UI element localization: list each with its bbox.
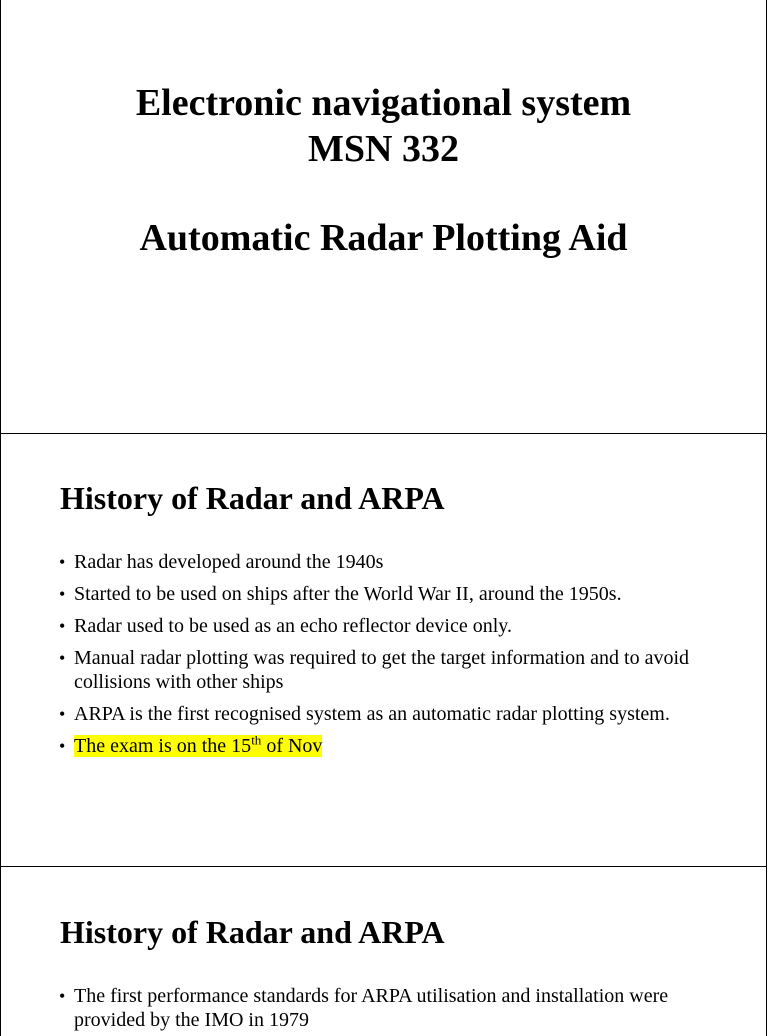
highlighted-text bbox=[74, 732, 323, 757]
slide-1-title-line-1: Electronic navigational system bbox=[135, 82, 632, 124]
slide-2 bbox=[0, 433, 767, 867]
slide-3-bullet-list bbox=[59, 984, 719, 1036]
bullet-item: • The first performance standards for ARPA utilisation and installation were provided by the IMO in 1979 bbox=[59, 984, 719, 1032]
slide-1-title-block bbox=[1, 80, 766, 261]
slide-2-heading: History of Radar and ARPA bbox=[60, 480, 445, 516]
bullet-item: • Started to be used on ships after the World War II, around the 1950s. bbox=[59, 582, 719, 606]
slide-1-title-line-2: MSN 332 bbox=[308, 128, 459, 170]
bullet-item: • Manual radar plotting was required to get the target information and to avoid collisions with other ships bbox=[59, 646, 719, 694]
exam-date-prefix: The exam is on the 15 bbox=[74, 735, 252, 757]
exam-date-ordinal: th bbox=[251, 732, 262, 748]
bullet-item-highlighted bbox=[59, 734, 719, 758]
bullet-item: • Radar has developed around the 1940s bbox=[59, 550, 719, 574]
exam-date-suffix: of Nov bbox=[261, 735, 323, 757]
slide-3 bbox=[0, 866, 767, 1036]
slide-3-heading: History of Radar and ARPA bbox=[60, 914, 445, 950]
slide-1 bbox=[0, 0, 767, 434]
bullet-item: • Radar used to be used as an echo reflector device only. bbox=[59, 614, 719, 638]
slide-1-subtitle: Automatic Radar Plotting Aid bbox=[139, 217, 628, 259]
slide-2-bullet-list bbox=[59, 550, 719, 766]
bullet-item: • ARPA is the first recognised system as an automatic radar plotting system. bbox=[59, 702, 719, 726]
